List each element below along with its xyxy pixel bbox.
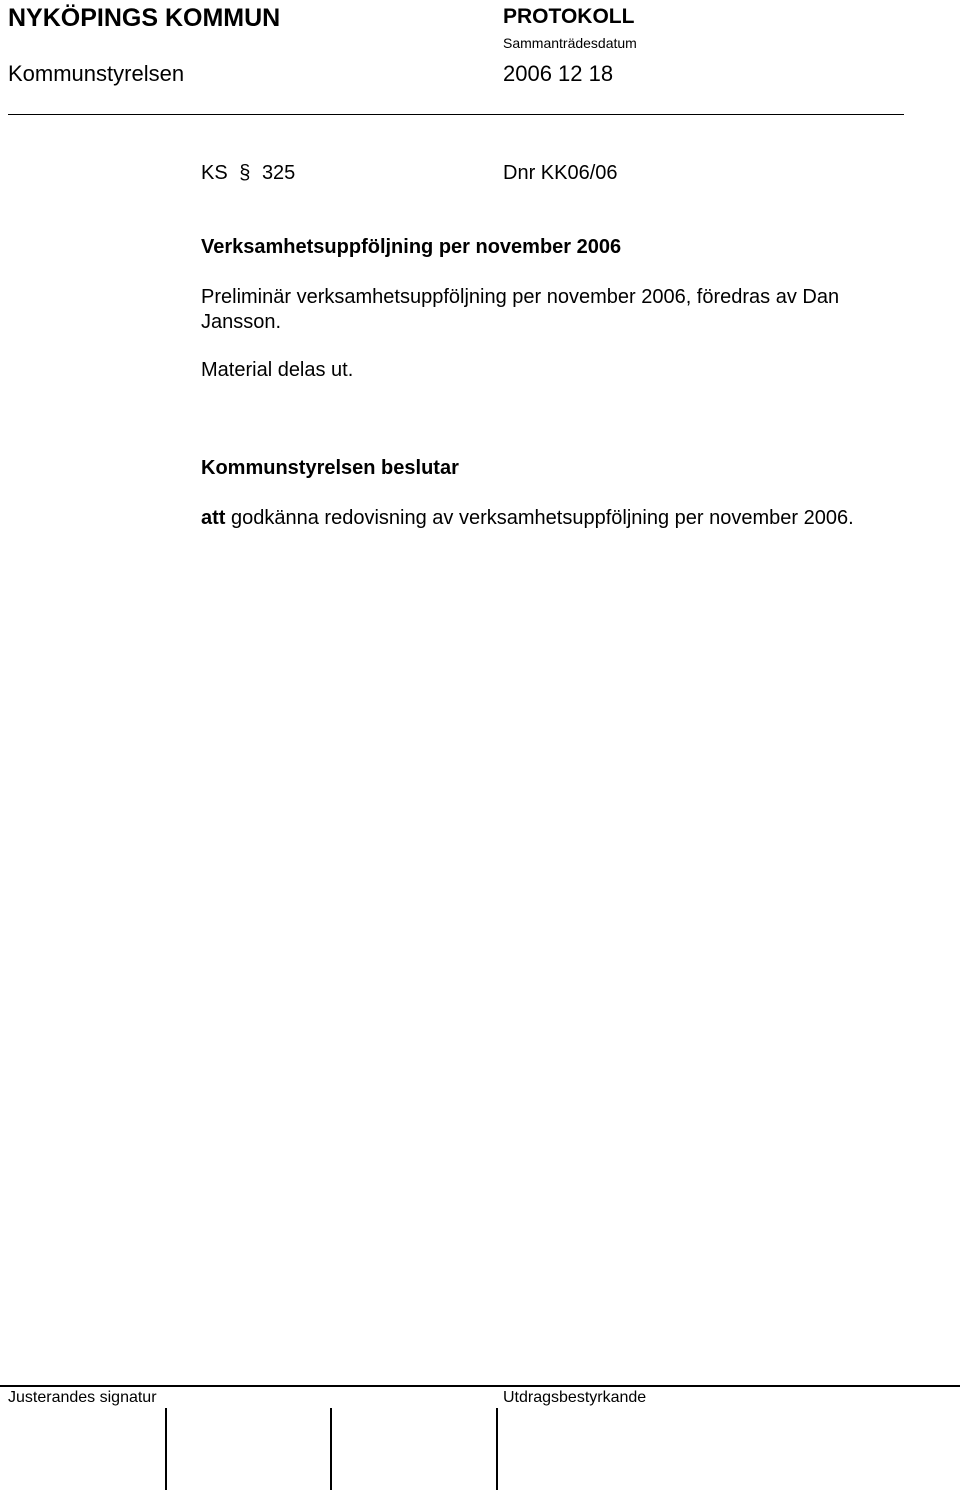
decision-heading: Kommunstyrelsen beslutar bbox=[201, 457, 459, 479]
item-title: Verksamhetsuppföljning per november 2006 bbox=[201, 236, 622, 258]
justerandes-signatur-label: Justerandes signatur bbox=[8, 1389, 157, 1406]
section-symbol: § bbox=[239, 162, 251, 184]
att-keyword: att bbox=[201, 507, 226, 529]
committee-name: Kommunstyrelsen bbox=[8, 61, 185, 86]
material-note: Material delas ut. bbox=[201, 359, 354, 381]
signature-box-divider bbox=[330, 1408, 332, 1490]
header-divider bbox=[8, 114, 904, 115]
case-id bbox=[201, 162, 295, 185]
document-type: PROTOKOLL bbox=[503, 5, 635, 28]
ks-number: 325 bbox=[261, 162, 296, 184]
date-label: Sammanträdesdatum bbox=[503, 35, 637, 51]
footer-divider bbox=[0, 1385, 960, 1387]
item-paragraph-line1: Preliminär verksamhetsuppföljning per november 2006, föredras av Dan bbox=[201, 286, 840, 308]
utdragsbestyrkande-label: Utdragsbestyrkande bbox=[503, 1389, 647, 1406]
decision-body: godkänna redovisning av verksamhetsuppföljning per november 2006. bbox=[231, 507, 854, 529]
decision-text bbox=[201, 507, 854, 530]
ks-label: KS bbox=[201, 162, 228, 184]
diary-number: Dnr KK06/06 bbox=[503, 162, 618, 184]
signature-box-divider bbox=[496, 1408, 498, 1490]
municipality-name: NYKÖPINGS KOMMUN bbox=[8, 4, 281, 32]
meeting-date: 2006 12 18 bbox=[503, 61, 614, 86]
signature-box-divider bbox=[165, 1408, 167, 1490]
item-paragraph-line2: Jansson. bbox=[201, 311, 282, 333]
